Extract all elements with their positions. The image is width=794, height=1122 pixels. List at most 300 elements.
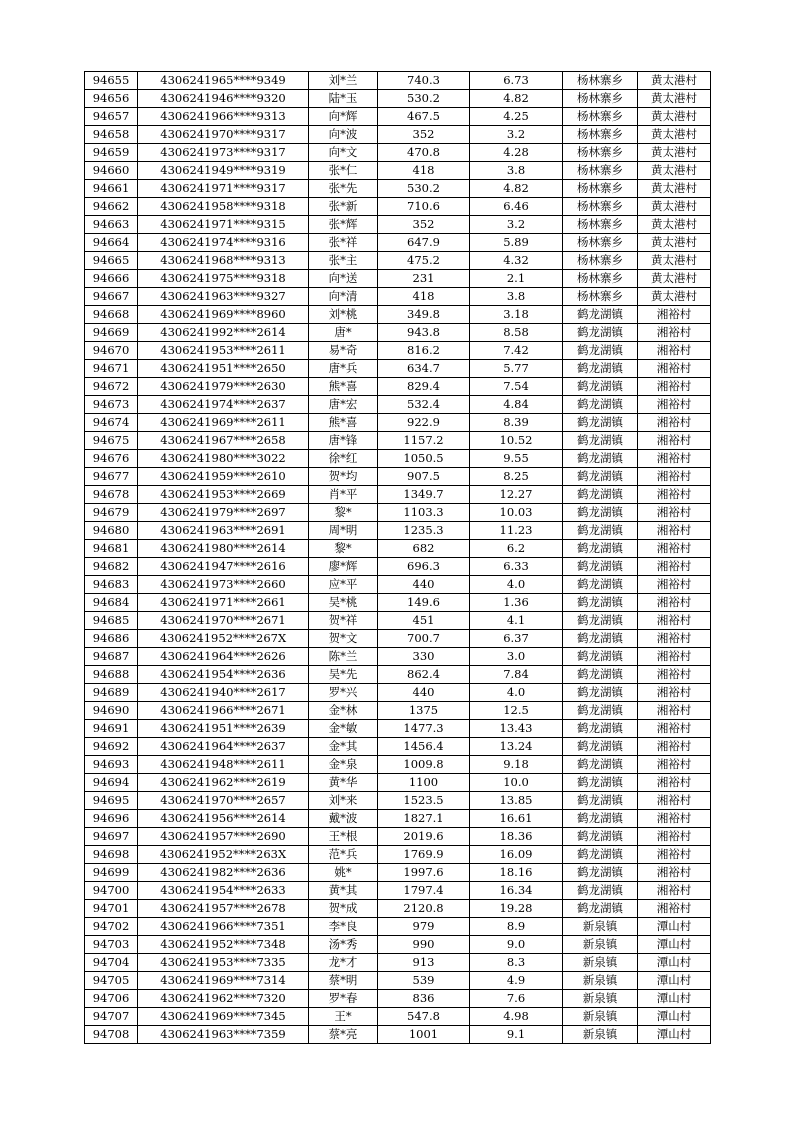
cell-amount: 2019.6 — [378, 828, 470, 846]
cell-person-name: 刘*兰 — [309, 72, 378, 90]
cell-village: 湘裕村 — [638, 756, 711, 774]
table-row — [85, 72, 711, 90]
table-row — [85, 558, 711, 576]
cell-id-number: 4306241980****2614 — [138, 540, 309, 558]
cell-id-number: 4306241956****2614 — [138, 810, 309, 828]
table-row — [85, 252, 711, 270]
cell-value: 6.46 — [470, 198, 563, 216]
cell-township: 鹤龙湖镇 — [563, 828, 638, 846]
cell-township: 新泉镇 — [563, 918, 638, 936]
cell-id-number: 4306241969****2611 — [138, 414, 309, 432]
cell-person-name: 贺*祥 — [309, 612, 378, 630]
cell-id-number: 4306241967****2658 — [138, 432, 309, 450]
table-row — [85, 378, 711, 396]
cell-amount: 829.4 — [378, 378, 470, 396]
cell-amount: 470.8 — [378, 144, 470, 162]
table-row — [85, 180, 711, 198]
cell-row-number: 94667 — [85, 288, 138, 306]
cell-value: 8.3 — [470, 954, 563, 972]
cell-value: 8.9 — [470, 918, 563, 936]
cell-amount: 682 — [378, 540, 470, 558]
cell-village: 湘裕村 — [638, 468, 711, 486]
cell-row-number: 94662 — [85, 198, 138, 216]
cell-id-number: 4306241963****7359 — [138, 1026, 309, 1044]
cell-person-name: 蔡*亮 — [309, 1026, 378, 1044]
cell-value: 16.34 — [470, 882, 563, 900]
cell-id-number: 4306241969****7345 — [138, 1008, 309, 1026]
cell-amount: 1997.6 — [378, 864, 470, 882]
cell-row-number: 94699 — [85, 864, 138, 882]
cell-amount: 352 — [378, 216, 470, 234]
cell-row-number: 94681 — [85, 540, 138, 558]
cell-row-number: 94697 — [85, 828, 138, 846]
cell-person-name: 李*良 — [309, 918, 378, 936]
cell-value: 3.0 — [470, 648, 563, 666]
table-row — [85, 648, 711, 666]
table-row — [85, 108, 711, 126]
cell-township: 鹤龙湖镇 — [563, 522, 638, 540]
cell-id-number: 4306241951****2639 — [138, 720, 309, 738]
cell-person-name: 范*兵 — [309, 846, 378, 864]
cell-village: 湘裕村 — [638, 810, 711, 828]
cell-value: 4.82 — [470, 180, 563, 198]
cell-person-name: 廖*辉 — [309, 558, 378, 576]
table-row — [85, 270, 711, 288]
table-row — [85, 918, 711, 936]
cell-township: 鹤龙湖镇 — [563, 558, 638, 576]
cell-value: 9.18 — [470, 756, 563, 774]
cell-township: 鹤龙湖镇 — [563, 882, 638, 900]
cell-row-number: 94660 — [85, 162, 138, 180]
cell-amount: 1349.7 — [378, 486, 470, 504]
cell-id-number: 4306241959****2610 — [138, 468, 309, 486]
cell-person-name: 蔡*明 — [309, 972, 378, 990]
cell-id-number: 4306241954****2636 — [138, 666, 309, 684]
cell-value: 4.1 — [470, 612, 563, 630]
cell-amount: 530.2 — [378, 90, 470, 108]
cell-id-number: 4306241952****7348 — [138, 936, 309, 954]
cell-row-number: 94679 — [85, 504, 138, 522]
cell-value: 1.36 — [470, 594, 563, 612]
cell-township: 鹤龙湖镇 — [563, 306, 638, 324]
cell-value: 5.89 — [470, 234, 563, 252]
cell-township: 新泉镇 — [563, 1008, 638, 1026]
cell-value: 10.03 — [470, 504, 563, 522]
cell-person-name: 唐*宏 — [309, 396, 378, 414]
cell-value: 18.36 — [470, 828, 563, 846]
table-row — [85, 144, 711, 162]
cell-value: 3.2 — [470, 216, 563, 234]
cell-value: 7.84 — [470, 666, 563, 684]
cell-row-number: 94683 — [85, 576, 138, 594]
table-row — [85, 954, 711, 972]
cell-id-number: 4306241974****9316 — [138, 234, 309, 252]
cell-amount: 836 — [378, 990, 470, 1008]
cell-value: 9.0 — [470, 936, 563, 954]
cell-amount: 1050.5 — [378, 450, 470, 468]
cell-value: 13.43 — [470, 720, 563, 738]
cell-amount: 907.5 — [378, 468, 470, 486]
cell-row-number: 94706 — [85, 990, 138, 1008]
cell-row-number: 94677 — [85, 468, 138, 486]
cell-person-name: 金*其 — [309, 738, 378, 756]
cell-person-name: 罗*兴 — [309, 684, 378, 702]
cell-village: 湘裕村 — [638, 522, 711, 540]
cell-value: 4.9 — [470, 972, 563, 990]
cell-township: 杨林寨乡 — [563, 72, 638, 90]
cell-village: 湘裕村 — [638, 324, 711, 342]
cell-row-number: 94658 — [85, 126, 138, 144]
cell-village: 湘裕村 — [638, 846, 711, 864]
table-row — [85, 936, 711, 954]
cell-person-name: 张*先 — [309, 180, 378, 198]
cell-amount: 530.2 — [378, 180, 470, 198]
cell-township: 杨林寨乡 — [563, 288, 638, 306]
cell-row-number: 94668 — [85, 306, 138, 324]
cell-row-number: 94676 — [85, 450, 138, 468]
cell-township: 鹤龙湖镇 — [563, 486, 638, 504]
table-row — [85, 288, 711, 306]
cell-row-number: 94675 — [85, 432, 138, 450]
cell-village: 湘裕村 — [638, 576, 711, 594]
table-row — [85, 324, 711, 342]
cell-village: 黄太港村 — [638, 144, 711, 162]
cell-row-number: 94682 — [85, 558, 138, 576]
cell-id-number: 4306241958****9318 — [138, 198, 309, 216]
table-row — [85, 738, 711, 756]
cell-row-number: 94689 — [85, 684, 138, 702]
cell-id-number: 4306241957****2678 — [138, 900, 309, 918]
cell-township: 鹤龙湖镇 — [563, 630, 638, 648]
cell-amount: 922.9 — [378, 414, 470, 432]
cell-village: 潭山村 — [638, 918, 711, 936]
cell-township: 杨林寨乡 — [563, 126, 638, 144]
cell-person-name: 向*文 — [309, 144, 378, 162]
cell-value: 4.32 — [470, 252, 563, 270]
table-row — [85, 432, 711, 450]
cell-id-number: 4306241982****2636 — [138, 864, 309, 882]
cell-row-number: 94695 — [85, 792, 138, 810]
cell-row-number: 94698 — [85, 846, 138, 864]
cell-row-number: 94707 — [85, 1008, 138, 1026]
cell-township: 鹤龙湖镇 — [563, 684, 638, 702]
cell-amount: 696.3 — [378, 558, 470, 576]
cell-village: 湘裕村 — [638, 594, 711, 612]
cell-value: 10.0 — [470, 774, 563, 792]
cell-id-number: 4306241973****2660 — [138, 576, 309, 594]
cell-amount: 1009.8 — [378, 756, 470, 774]
cell-row-number: 94661 — [85, 180, 138, 198]
cell-value: 4.25 — [470, 108, 563, 126]
cell-township: 杨林寨乡 — [563, 90, 638, 108]
cell-row-number: 94672 — [85, 378, 138, 396]
table-row — [85, 306, 711, 324]
cell-amount: 539 — [378, 972, 470, 990]
cell-value: 12.5 — [470, 702, 563, 720]
cell-amount: 440 — [378, 576, 470, 594]
cell-id-number: 4306241963****9327 — [138, 288, 309, 306]
cell-township: 新泉镇 — [563, 990, 638, 1008]
cell-village: 黄太港村 — [638, 180, 711, 198]
cell-village: 湘裕村 — [638, 684, 711, 702]
cell-township: 鹤龙湖镇 — [563, 324, 638, 342]
cell-township: 鹤龙湖镇 — [563, 648, 638, 666]
cell-amount: 467.5 — [378, 108, 470, 126]
cell-amount: 149.6 — [378, 594, 470, 612]
cell-village: 湘裕村 — [638, 666, 711, 684]
cell-id-number: 4306241969****7314 — [138, 972, 309, 990]
cell-row-number: 94678 — [85, 486, 138, 504]
table-row — [85, 522, 711, 540]
cell-person-name: 龙*才 — [309, 954, 378, 972]
cell-id-number: 4306241980****3022 — [138, 450, 309, 468]
cell-amount: 1103.3 — [378, 504, 470, 522]
cell-amount: 943.8 — [378, 324, 470, 342]
cell-village: 湘裕村 — [638, 540, 711, 558]
table-row — [85, 900, 711, 918]
cell-village: 黄太港村 — [638, 216, 711, 234]
cell-amount: 2120.8 — [378, 900, 470, 918]
cell-village: 湘裕村 — [638, 450, 711, 468]
cell-person-name: 唐* — [309, 324, 378, 342]
cell-township: 鹤龙湖镇 — [563, 774, 638, 792]
cell-value: 12.27 — [470, 486, 563, 504]
table-row — [85, 234, 711, 252]
cell-person-name: 王* — [309, 1008, 378, 1026]
cell-person-name: 应*平 — [309, 576, 378, 594]
cell-township: 鹤龙湖镇 — [563, 414, 638, 432]
cell-value: 4.0 — [470, 576, 563, 594]
cell-id-number: 4306241954****2633 — [138, 882, 309, 900]
cell-village: 黄太港村 — [638, 270, 711, 288]
cell-village: 湘裕村 — [638, 774, 711, 792]
cell-village: 潭山村 — [638, 1008, 711, 1026]
cell-person-name: 吴*先 — [309, 666, 378, 684]
cell-value: 16.09 — [470, 846, 563, 864]
cell-township: 鹤龙湖镇 — [563, 468, 638, 486]
cell-id-number: 4306241953****2611 — [138, 342, 309, 360]
cell-township: 鹤龙湖镇 — [563, 504, 638, 522]
table-body — [85, 72, 711, 1044]
cell-value: 7.42 — [470, 342, 563, 360]
cell-id-number: 4306241962****7320 — [138, 990, 309, 1008]
table-row — [85, 216, 711, 234]
cell-row-number: 94690 — [85, 702, 138, 720]
cell-value: 4.0 — [470, 684, 563, 702]
cell-village: 潭山村 — [638, 936, 711, 954]
cell-amount: 475.2 — [378, 252, 470, 270]
table-row — [85, 990, 711, 1008]
cell-amount: 816.2 — [378, 342, 470, 360]
cell-township: 杨林寨乡 — [563, 252, 638, 270]
cell-row-number: 94655 — [85, 72, 138, 90]
cell-person-name: 易*奇 — [309, 342, 378, 360]
cell-person-name: 肖*平 — [309, 486, 378, 504]
cell-row-number: 94708 — [85, 1026, 138, 1044]
cell-amount: 1827.1 — [378, 810, 470, 828]
cell-amount: 700.7 — [378, 630, 470, 648]
cell-value: 11.23 — [470, 522, 563, 540]
cell-row-number: 94687 — [85, 648, 138, 666]
cell-person-name: 陆*玉 — [309, 90, 378, 108]
table-row — [85, 396, 711, 414]
cell-township: 鹤龙湖镇 — [563, 846, 638, 864]
cell-id-number: 4306241952****267X — [138, 630, 309, 648]
cell-amount: 634.7 — [378, 360, 470, 378]
cell-village: 湘裕村 — [638, 702, 711, 720]
cell-amount: 231 — [378, 270, 470, 288]
table-row — [85, 756, 711, 774]
cell-township: 新泉镇 — [563, 1026, 638, 1044]
cell-village: 湘裕村 — [638, 738, 711, 756]
cell-village: 湘裕村 — [638, 720, 711, 738]
cell-township: 鹤龙湖镇 — [563, 540, 638, 558]
cell-value: 6.73 — [470, 72, 563, 90]
cell-township: 鹤龙湖镇 — [563, 864, 638, 882]
cell-row-number: 94663 — [85, 216, 138, 234]
cell-row-number: 94670 — [85, 342, 138, 360]
cell-village: 湘裕村 — [638, 396, 711, 414]
cell-value: 8.39 — [470, 414, 563, 432]
cell-person-name: 唐*兵 — [309, 360, 378, 378]
cell-id-number: 4306241970****2671 — [138, 612, 309, 630]
cell-amount: 979 — [378, 918, 470, 936]
cell-village: 黄太港村 — [638, 234, 711, 252]
table-row — [85, 774, 711, 792]
table-row — [85, 126, 711, 144]
cell-village: 潭山村 — [638, 1026, 711, 1044]
cell-value: 7.6 — [470, 990, 563, 1008]
cell-village: 黄太港村 — [638, 288, 711, 306]
cell-amount: 647.9 — [378, 234, 470, 252]
cell-id-number: 4306241979****2697 — [138, 504, 309, 522]
cell-village: 黄太港村 — [638, 108, 711, 126]
cell-village: 湘裕村 — [638, 864, 711, 882]
cell-person-name: 张*辉 — [309, 216, 378, 234]
cell-row-number: 94686 — [85, 630, 138, 648]
table-row — [85, 450, 711, 468]
cell-person-name: 徐*红 — [309, 450, 378, 468]
cell-township: 杨林寨乡 — [563, 234, 638, 252]
cell-village: 湘裕村 — [638, 504, 711, 522]
data-table — [84, 71, 711, 1044]
cell-township: 杨林寨乡 — [563, 108, 638, 126]
cell-value: 18.16 — [470, 864, 563, 882]
cell-value: 6.37 — [470, 630, 563, 648]
cell-village: 湘裕村 — [638, 648, 711, 666]
cell-row-number: 94701 — [85, 900, 138, 918]
cell-row-number: 94657 — [85, 108, 138, 126]
cell-id-number: 4306241966****9313 — [138, 108, 309, 126]
cell-township: 鹤龙湖镇 — [563, 360, 638, 378]
cell-person-name: 张*新 — [309, 198, 378, 216]
cell-township: 鹤龙湖镇 — [563, 396, 638, 414]
cell-row-number: 94659 — [85, 144, 138, 162]
cell-township: 鹤龙湖镇 — [563, 594, 638, 612]
cell-value: 5.77 — [470, 360, 563, 378]
cell-id-number: 4306241966****7351 — [138, 918, 309, 936]
cell-id-number: 4306241971****2661 — [138, 594, 309, 612]
cell-person-name: 姚* — [309, 864, 378, 882]
cell-value: 7.54 — [470, 378, 563, 396]
table-row — [85, 162, 711, 180]
cell-village: 湘裕村 — [638, 792, 711, 810]
cell-id-number: 4306241970****9317 — [138, 126, 309, 144]
cell-person-name: 熊*喜 — [309, 378, 378, 396]
cell-amount: 352 — [378, 126, 470, 144]
cell-row-number: 94700 — [85, 882, 138, 900]
cell-id-number: 4306241971****9317 — [138, 180, 309, 198]
cell-row-number: 94680 — [85, 522, 138, 540]
table-row — [85, 612, 711, 630]
cell-id-number: 4306241974****2637 — [138, 396, 309, 414]
cell-id-number: 4306241940****2617 — [138, 684, 309, 702]
cell-person-name: 汤*秀 — [309, 936, 378, 954]
cell-person-name: 周*明 — [309, 522, 378, 540]
cell-village: 黄太港村 — [638, 252, 711, 270]
cell-person-name: 张*仁 — [309, 162, 378, 180]
cell-amount: 1797.4 — [378, 882, 470, 900]
table-row — [85, 630, 711, 648]
cell-village: 湘裕村 — [638, 306, 711, 324]
cell-row-number: 94704 — [85, 954, 138, 972]
cell-row-number: 94673 — [85, 396, 138, 414]
cell-village: 黄太港村 — [638, 72, 711, 90]
cell-village: 黄太港村 — [638, 126, 711, 144]
cell-person-name: 黄*其 — [309, 882, 378, 900]
cell-person-name: 刘*桃 — [309, 306, 378, 324]
cell-village: 湘裕村 — [638, 378, 711, 396]
cell-id-number: 4306241966****2671 — [138, 702, 309, 720]
cell-value: 4.82 — [470, 90, 563, 108]
cell-village: 黄太港村 — [638, 162, 711, 180]
cell-amount: 1375 — [378, 702, 470, 720]
table-row — [85, 684, 711, 702]
cell-village: 湘裕村 — [638, 630, 711, 648]
cell-row-number: 94656 — [85, 90, 138, 108]
cell-township: 杨林寨乡 — [563, 162, 638, 180]
table-row — [85, 360, 711, 378]
cell-row-number: 94665 — [85, 252, 138, 270]
cell-village: 湘裕村 — [638, 828, 711, 846]
table-row — [85, 972, 711, 990]
cell-township: 新泉镇 — [563, 954, 638, 972]
cell-id-number: 4306241964****2626 — [138, 648, 309, 666]
cell-amount: 1100 — [378, 774, 470, 792]
cell-township: 鹤龙湖镇 — [563, 792, 638, 810]
cell-row-number: 94669 — [85, 324, 138, 342]
cell-id-number: 4306241965****9349 — [138, 72, 309, 90]
cell-row-number: 94705 — [85, 972, 138, 990]
cell-township: 鹤龙湖镇 — [563, 432, 638, 450]
table-row — [85, 576, 711, 594]
table-row — [85, 1008, 711, 1026]
cell-id-number: 4306241969****8960 — [138, 306, 309, 324]
cell-person-name: 黎* — [309, 540, 378, 558]
cell-row-number: 94703 — [85, 936, 138, 954]
cell-person-name: 金*敏 — [309, 720, 378, 738]
cell-village: 潭山村 — [638, 972, 711, 990]
cell-value: 8.25 — [470, 468, 563, 486]
cell-amount: 1769.9 — [378, 846, 470, 864]
cell-person-name: 黎* — [309, 504, 378, 522]
cell-person-name: 向*清 — [309, 288, 378, 306]
table-row — [85, 1026, 711, 1044]
cell-id-number: 4306241973****9317 — [138, 144, 309, 162]
cell-value: 4.84 — [470, 396, 563, 414]
cell-amount: 532.4 — [378, 396, 470, 414]
cell-row-number: 94685 — [85, 612, 138, 630]
